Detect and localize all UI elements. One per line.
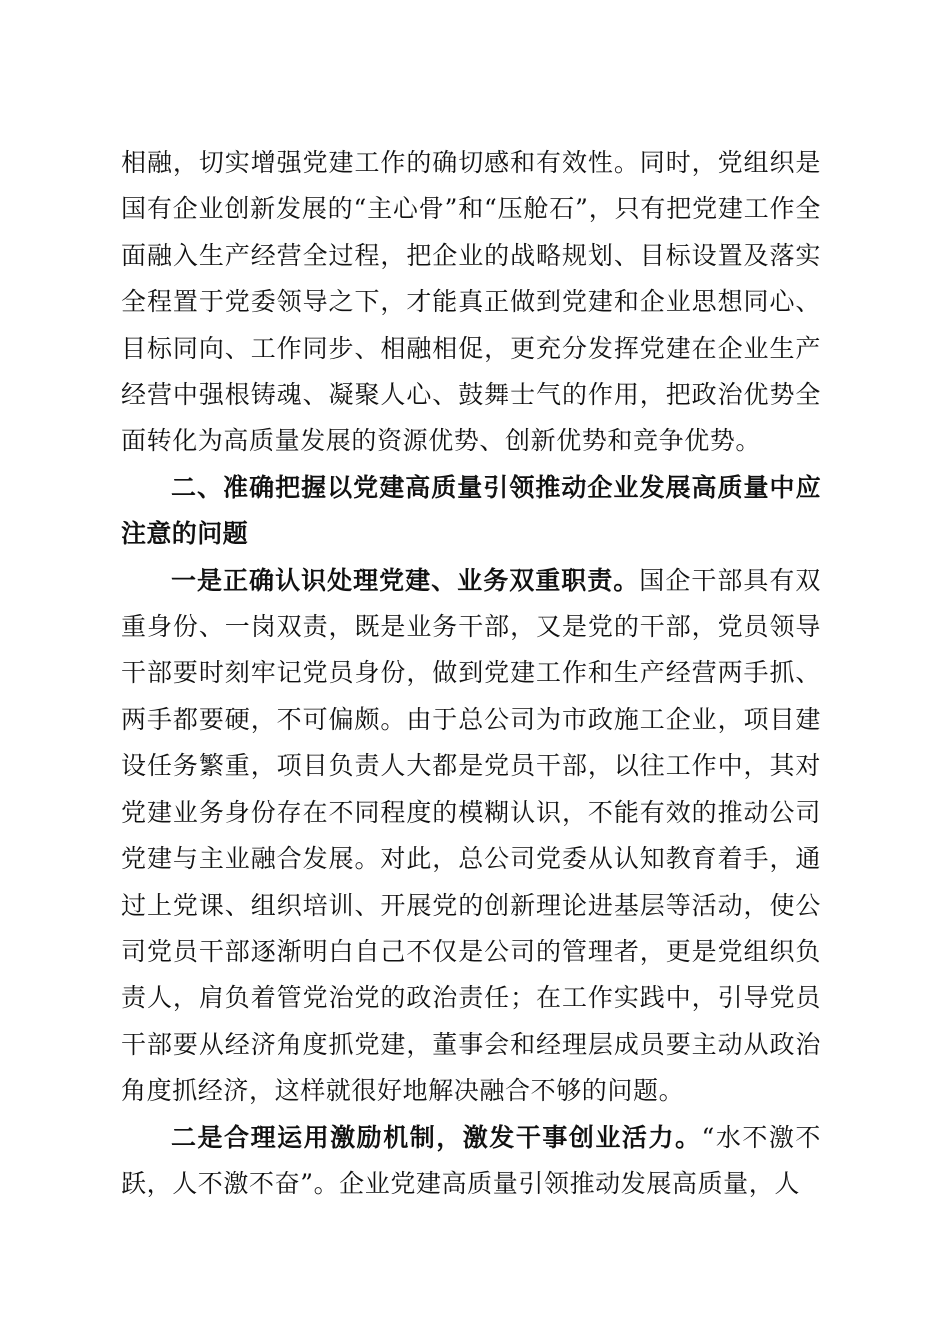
item-two-lead: 二是合理运用激励机制，激发干事创业活力。 [171,1122,702,1152]
paragraph-item-two [121,1115,821,1208]
item-two-body: “水不激不跃，人不激不奋”。企业党建高质量引领推动发展高质量，人 [121,1122,821,1198]
item-one-body: 国企干部具有双重身份、一岗双责，既是业务干部，又是党的干部，党员领导干部要时刻牢记党员身份，做到党建工作和生产经营两手抓、两手都要硬，不可偏颇。由于总公司为市政施工企业，项目建设任务繁重，项目负责人大都是党员干部，以往工作中，其对党建业务身份存在不同程度的模糊认识，不能有效的推动公司党建与主业融合发展。对此，总公司党委从认知教育着手，通过上党课、组织培训、开展党的创新理论进基层等活动，使公司党员干部逐渐明白自己不仅是公司的管理者，更是党组织负责人，肩负着管党治党的政治责任；在工作实践中，引导党员干部要从经济角度抓党建，董事会和经理层成员要主动从政治角度抓经济，这样就很好地解决融合不够的问题。 [121,565,821,1106]
document-body [121,140,821,1207]
paragraph-party-building-integration: 相融，切实增强党建工作的确切感和有效性。同时，党组织是国有企业创新发展的“主心骨”和“压舱石”，只有把党建工作全面融入生产经营全过程，把企业的战略规划、目标设置及落实全程置于党委领导之下，才能真正做到党建和企业思想同心、目标同向、工作同步、相融相促，更充分发挥党建在企业生产经营中强根铸魂、凝聚人心、鼓舞士气的作用，把政治优势全面转化为高质量发展的资源优势、创新优势和竞争优势。 [121,148,821,456]
item-one-lead: 一是正确认识处理党建、业务双重职责。 [171,565,640,595]
section-heading: 二、准确把握以党建高质量引领推动企业发展高质量中应注意的问题 [121,472,821,549]
paragraph-item-one [121,558,821,1115]
